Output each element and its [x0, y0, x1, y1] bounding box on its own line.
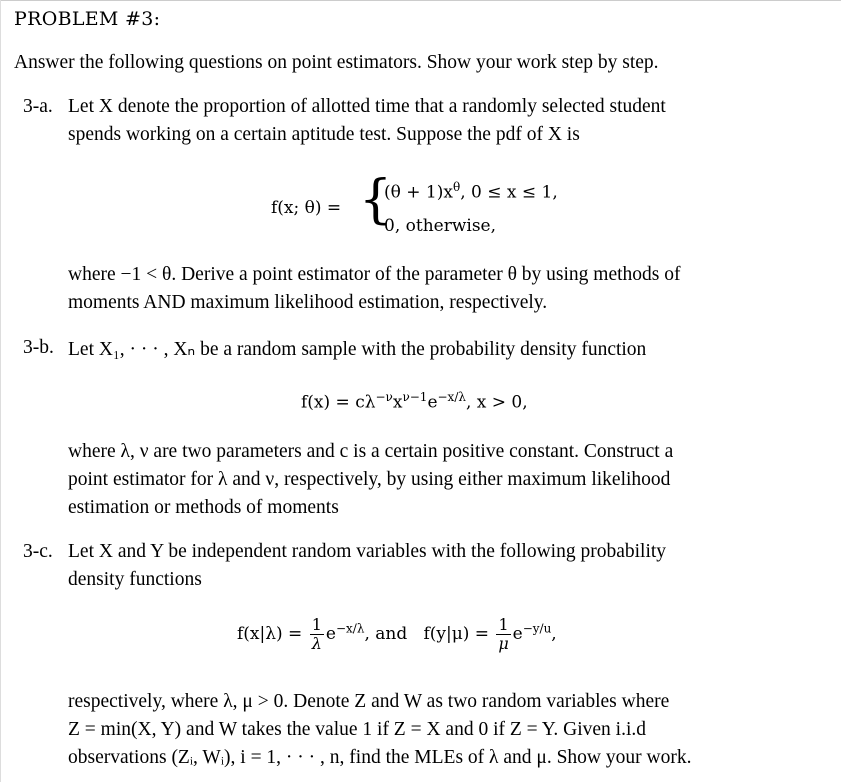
part-c-line-5: observations (Zᵢ, Wᵢ), i = 1, · · · , n, find the MLEs of λ and μ. Show your work.	[68, 747, 692, 768]
piecewise-brace: {	[359, 170, 393, 230]
part-a-line-3: where −1 < θ. Derive a point estimator of the parameter θ by using methods of	[68, 264, 681, 285]
part-a-line-4: moments AND maximum likelihood estimation, respectively.	[68, 292, 548, 313]
fraction-one-over-lambda: $\frac{1}{\lambda}$	[311, 615, 322, 653]
problem-intro: Answer the following questions on point estimators. Show your work step by step.	[14, 52, 659, 73]
part-c-line-2: density functions	[68, 569, 202, 590]
part-b-equation: $f(x) = c\lambda^{-\nu}x^{\nu-1}e^{-x/\lambda}$, x > 0,	[301, 390, 528, 413]
problem-heading: PROBLEM #3:	[14, 8, 161, 30]
part-a-label: 3-a.	[23, 96, 53, 117]
part-b-line-1: Let X₁, · · · , Xₙ be a random sample with the probability density function	[68, 339, 647, 360]
part-c-equations: f(x|λ) = $\frac{1}{\lambda}$ $e^{-x/\lambda}$, and f(y|μ) = $\frac{1}{\mu}$ $e^{-y/u}$,	[237, 615, 557, 653]
fraction-one-over-mu: $\frac{1}{\mu}$	[498, 615, 509, 653]
part-b-label: 3-b.	[23, 337, 54, 358]
part-a-case-2: 0, otherwise,	[384, 216, 497, 236]
part-a-line-2: spends working on a certain aptitude test. Suppose the pdf of X is	[68, 124, 580, 145]
part-b-line-3: point estimator for λ and ν, respectively, by using either maximum likelihood	[68, 469, 671, 490]
part-c-line-4: Z = min(X, Y) and W takes the value 1 if Z = X and 0 if Z = Y. Given i.i.d	[68, 719, 646, 740]
part-b-line-2: where λ, ν are two parameters and c is a certain positive constant. Construct a	[68, 441, 674, 462]
part-c-label: 3-c.	[23, 541, 53, 562]
part-a-case-1: $(\theta + 1)x^\theta$, 0 ≤ x ≤ 1,	[384, 180, 558, 203]
part-a-line-1: Let X denote the proportion of allotted time that a randomly selected student	[68, 96, 666, 117]
part-a-eq-lhs: f(x; θ) =	[271, 198, 342, 218]
part-c-line-3: respectively, where λ, μ > 0. Denote Z and W as two random variables where	[68, 691, 670, 712]
part-c-line-1: Let X and Y be independent random variables with the following probability	[68, 541, 667, 562]
top-rule	[1, 0, 841, 1]
part-b-line-4: estimation or methods of moments	[68, 497, 339, 518]
